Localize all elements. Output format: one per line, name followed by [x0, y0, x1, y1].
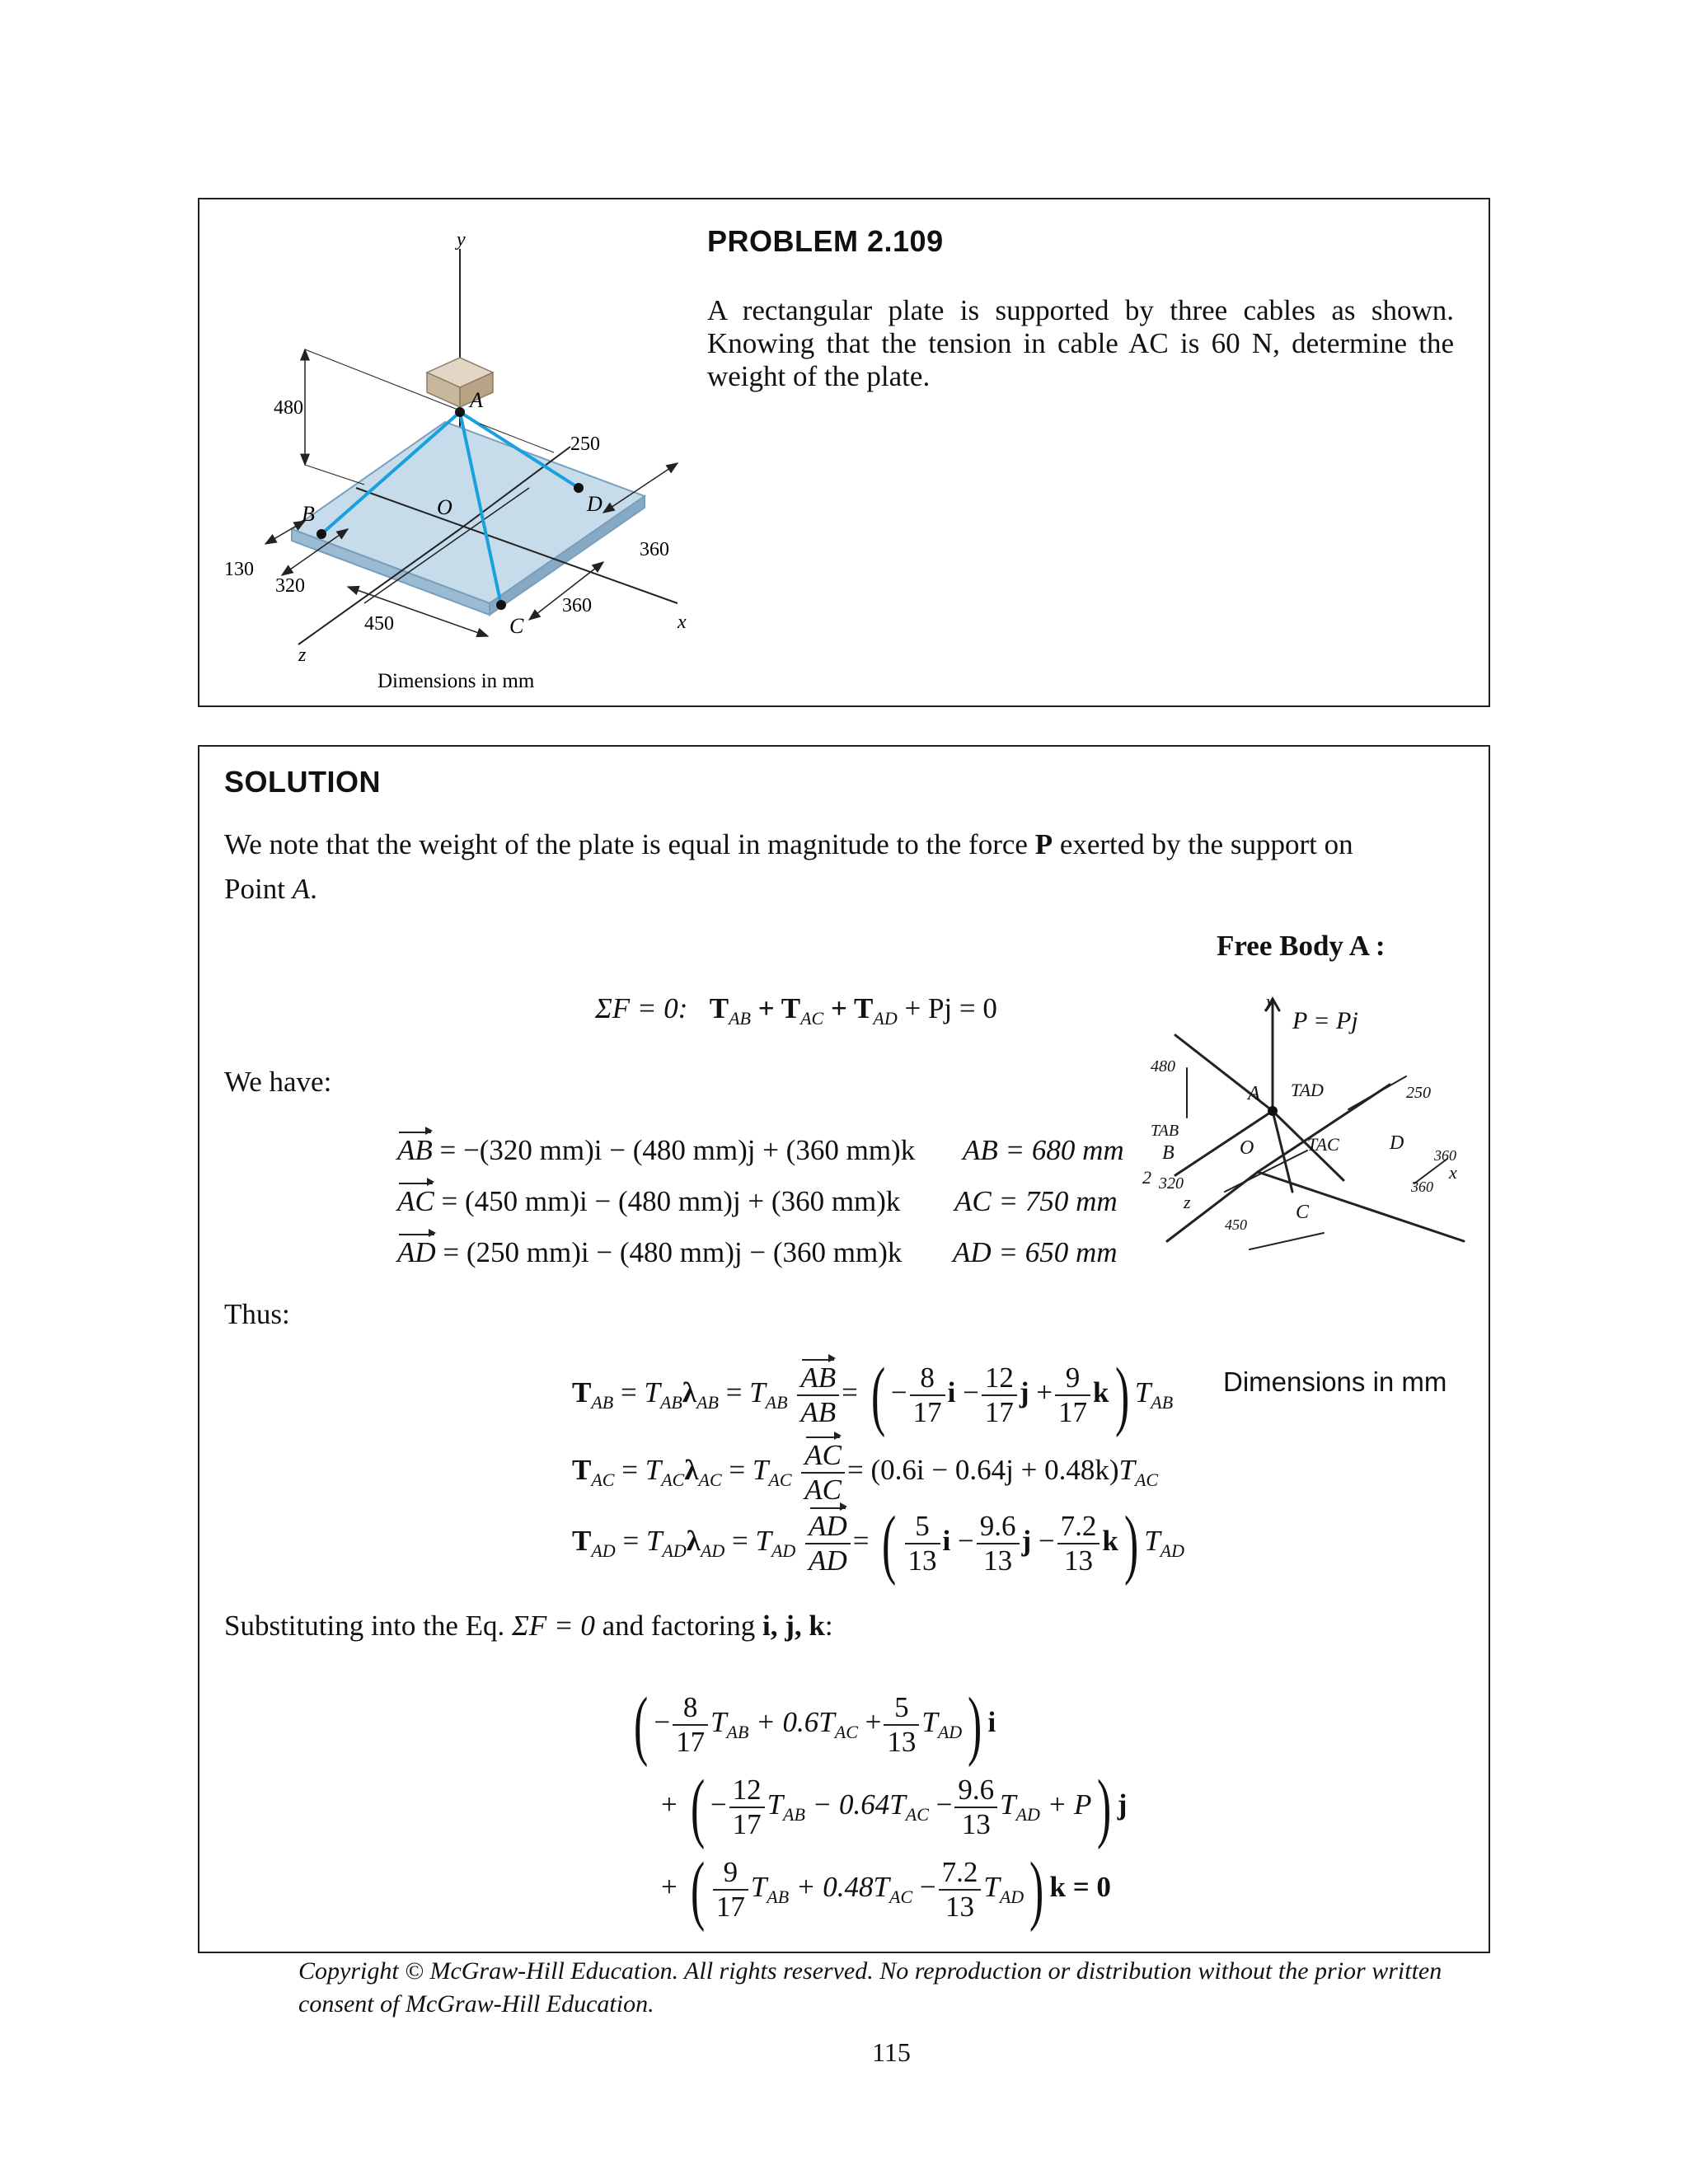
sketch-a: A: [1248, 1083, 1260, 1104]
tension-ab-row: $T_{AB} = T_{AB}\lambda_{AB} = T_{AB}$ $\frac{AB}{AB}$ = ( − $\frac{8}{17}$ i − $\frac{12}{17}$ j + $\frac{9}{17}$ k) $T_{AB}$: [572, 1352, 1174, 1438]
tad-ratio-den: AD: [809, 1544, 847, 1577]
tac-expr: (0.6i − 0.64j + 0.48k): [870, 1454, 1119, 1487]
tad-f1-num: 5: [905, 1510, 940, 1544]
tab-f1-num: 8: [910, 1361, 945, 1396]
sketch-tad: TAD: [1291, 1080, 1324, 1100]
copyright-notice: Copyright © McGraw-Hill Education. All rights reserved. No reproduction or distribution without the prior written consent of McGraw-Hill Education.: [298, 1957, 1442, 2018]
intro-force-p: P: [1034, 828, 1053, 860]
sketch-d: D: [1390, 1132, 1404, 1154]
tab-ratio-num: AB: [800, 1361, 837, 1394]
vector-ab-name: AB: [397, 1134, 433, 1166]
dim-360-lower: 360: [562, 595, 592, 616]
tad-sign-3: −: [1038, 1525, 1055, 1558]
r2-f2-num: 9.6: [954, 1774, 997, 1808]
tad-sub-5: AD: [1160, 1540, 1184, 1562]
dim-320: 320: [275, 575, 305, 597]
subst-text: Substituting into the Eq.: [224, 1610, 505, 1642]
tab-sub-3: AB: [696, 1392, 719, 1413]
intro-point-a: A: [292, 873, 311, 905]
vector-ad-expr: = (250 mm)i − (480 mm)j − (360 mm)k: [443, 1236, 903, 1268]
r3-f1-den: 17: [715, 1891, 745, 1923]
final-eq-row2: + ( − $\frac{12}{17}$ $T_{AB} - 0.64T_{AC}$ − $\frac{9.6}{13}$ $T_{AD} + P$) j: [661, 1765, 1128, 1850]
sum-s2: AC: [800, 1008, 824, 1029]
sum-s1: AB: [729, 1008, 751, 1029]
sketch-480: 480: [1151, 1057, 1175, 1076]
tab-f3-num: 9: [1055, 1361, 1090, 1396]
tac-sub-5: AC: [1134, 1469, 1159, 1491]
free-body-sketch: [1142, 986, 1472, 1258]
r3-f1-num: 9: [713, 1856, 748, 1891]
intro-text-a: We note that the weight of the plate is equal in magnitude to the force: [224, 828, 1028, 860]
problem-box: [198, 198, 1490, 707]
thus-label: Thus:: [224, 1298, 290, 1330]
tac-sub-2: AC: [661, 1469, 685, 1491]
sketch-250: 250: [1406, 1084, 1431, 1102]
r2-f1-den: 17: [732, 1808, 762, 1840]
tension-ac-row: $T_{AC} = T_{AC}\lambda_{AC} = T_{AC}$ $\frac{AC}{AC}$ = $(0.6i - 0.64j + 0.48k)T_{AC}$: [572, 1439, 1159, 1506]
equilibrium-equation: [595, 992, 997, 1029]
tab-vector-ratio: [797, 1361, 839, 1429]
tad-sub-3: AD: [700, 1540, 725, 1562]
problem-statement: A rectangular plate is supported by three cables as shown. Knowing that the tension in cable AC is 60 N, determine the weight of the plate.: [707, 294, 1454, 392]
tad-f2-den: 13: [983, 1544, 1013, 1577]
r1-f2-num: 5: [884, 1691, 919, 1726]
r1-f1-num: 8: [673, 1691, 708, 1726]
dims-caption: Dimensions in mm: [1223, 1366, 1447, 1397]
sketch-360a: 360: [1434, 1147, 1456, 1164]
axis-label-z: z: [298, 644, 307, 666]
tad-vector-ratio: [805, 1510, 851, 1577]
sketch-360b: 360: [1411, 1179, 1433, 1195]
sum-lhs: ΣF = 0:: [595, 992, 688, 1024]
tab-f1-den: 17: [912, 1396, 942, 1428]
tac-ratio-num: AC: [804, 1439, 842, 1471]
axis-label-x: x: [678, 612, 687, 633]
dim-480: 480: [274, 397, 303, 419]
figure-caption: Dimensions in mm: [377, 670, 535, 692]
page-number: 115: [872, 2037, 911, 2067]
final-eq-row3: + ( $\frac{9}{17}$ $T_{AB} + 0.48T_{AC}$ − $\frac{7.2}{13}$ $T_{AD}$) k = 0: [661, 1847, 1111, 1933]
tab-sub-1: AB: [591, 1392, 614, 1413]
r2-f1-num: 12: [729, 1774, 765, 1808]
subst-eq: ΣF = 0: [512, 1610, 595, 1642]
sketch-p: P = Pj: [1292, 1007, 1358, 1034]
factoring-text: and factoring: [602, 1610, 756, 1642]
r1-unit: i: [987, 1706, 996, 1739]
r2-mid: − 0.64T: [812, 1788, 906, 1821]
dim-450: 450: [364, 613, 394, 635]
sum-tail: + Pj = 0: [904, 992, 997, 1024]
solution-intro: [224, 823, 1461, 912]
intro-text-b: exerted by the support on: [1059, 828, 1353, 860]
sketch-b: B: [1162, 1142, 1175, 1164]
factoring-end: :: [824, 1610, 833, 1642]
plate-figure: [216, 216, 760, 694]
tab-sign-2: −: [963, 1376, 979, 1409]
factoring-vectors: i, j, k: [762, 1610, 825, 1642]
vector-ab-expr: = −(320 mm)i − (480 mm)j + (360 mm)k: [439, 1134, 916, 1166]
tab-ratio-den: AB: [800, 1396, 837, 1428]
dim-130: 130: [224, 559, 254, 580]
tad-f3-num: 7.2: [1057, 1510, 1100, 1544]
substituting-line: [224, 1604, 833, 1648]
tad-sub-1: AD: [591, 1540, 616, 1562]
tac-sub-4: AC: [768, 1469, 792, 1491]
origin-label-o: O: [437, 495, 452, 519]
solution-box: [198, 745, 1490, 1953]
sketch-tab: TAB: [1151, 1122, 1179, 1140]
sum-t3: + T: [830, 992, 874, 1024]
tab-sub-2: AB: [659, 1392, 682, 1413]
tab-sub-5: AB: [1151, 1392, 1174, 1413]
r2-tail: + P: [1047, 1788, 1092, 1821]
dim-250: 250: [570, 434, 600, 455]
sketch-450: 450: [1225, 1216, 1247, 1233]
vector-ab-row: [397, 1134, 915, 1167]
axis-label-y: y: [457, 229, 466, 251]
sum-s3: AD: [873, 1008, 898, 1029]
tad-f2-num: 9.6: [977, 1510, 1020, 1544]
vector-ad-mag: AD = 650 mm: [953, 1236, 1118, 1268]
r3-mid: + 0.48T: [795, 1871, 890, 1904]
tab-sub-4: AB: [765, 1392, 788, 1413]
sketch-two: 2: [1142, 1167, 1151, 1188]
tad-f1-den: 13: [907, 1544, 937, 1577]
vector-ab-mag: AB = 680 mm: [963, 1134, 1124, 1166]
point-label-a: A: [470, 388, 483, 412]
intro-period: .: [310, 873, 317, 905]
sketch-o: O: [1240, 1137, 1254, 1159]
sum-t2: + T: [757, 992, 801, 1024]
point-label-c: C: [509, 614, 524, 638]
tab-sign-1: −: [890, 1376, 907, 1409]
tac-sub-1: AC: [591, 1469, 615, 1491]
sketch-z: z: [1184, 1192, 1191, 1212]
r3-unit: k = 0: [1049, 1871, 1111, 1904]
r3-f2-den: 13: [945, 1891, 975, 1923]
vector-ac-name: AC: [397, 1185, 434, 1217]
sum-t1: T: [709, 992, 729, 1024]
solution-heading: SOLUTION: [224, 765, 381, 799]
problem-title: PROBLEM 2.109: [707, 224, 944, 258]
vector-ad-row: [397, 1236, 902, 1269]
we-have-label: We have:: [224, 1066, 332, 1098]
r3-f2-num: 7.2: [939, 1856, 982, 1891]
dim-360-right: 360: [640, 539, 669, 560]
tac-sub-3: AC: [698, 1469, 722, 1491]
tad-f3-den: 13: [1064, 1544, 1094, 1577]
tab-f2-den: 17: [984, 1396, 1014, 1428]
tac-ratio-den: AC: [804, 1474, 842, 1506]
final-eq-row1: ( − $\frac{8}{17}$ $T_{AB} + 0.6T_{AC}$ + $\frac{5}{13}$ $T_{AD}$) i: [634, 1682, 996, 1768]
tab-f3-den: 17: [1058, 1396, 1088, 1428]
vector-ad-name: AD: [397, 1236, 436, 1268]
vector-ac-expr: = (450 mm)i − (480 mm)j + (360 mm)k: [441, 1185, 901, 1217]
tab-f2-num: 12: [982, 1361, 1017, 1396]
r1-mid: + 0.6T: [756, 1706, 835, 1739]
r2-f2-den: 13: [961, 1808, 991, 1840]
tension-ad-row: $T_{AD} = T_{AD}\lambda_{AD} = T_{AD}$ $\frac{AD}{AD}$ = ( $\frac{5}{13}$ i − $\frac{9.6}{13}$ j − $\frac{7.2}{13}$ k) $T_{AD}$: [572, 1501, 1184, 1586]
sketch-x: x: [1449, 1162, 1457, 1183]
sketch-y: y: [1266, 991, 1274, 1011]
point-label-d: D: [587, 492, 603, 516]
sketch-tac: TAC: [1307, 1134, 1339, 1155]
sketch-320: 320: [1159, 1174, 1184, 1193]
tac-vector-ratio: [801, 1439, 845, 1507]
r1-f2-den: 13: [887, 1726, 917, 1758]
tab-sign-3: +: [1036, 1376, 1053, 1409]
tad-sub-2: AD: [662, 1540, 687, 1562]
tad-ratio-num: AD: [809, 1510, 847, 1542]
vector-ac-row: [397, 1185, 900, 1218]
tad-sub-4: AD: [771, 1540, 796, 1562]
sketch-c: C: [1296, 1202, 1310, 1223]
free-body-label: Free Body A :: [1217, 930, 1386, 962]
intro-point-word: Point: [224, 873, 285, 905]
r1-f1-den: 17: [676, 1726, 706, 1758]
vector-ac-mag: AC = 750 mm: [954, 1185, 1118, 1217]
point-label-b: B: [302, 502, 315, 526]
tad-sign-2: −: [958, 1525, 974, 1558]
r2-unit: j: [1117, 1788, 1128, 1821]
